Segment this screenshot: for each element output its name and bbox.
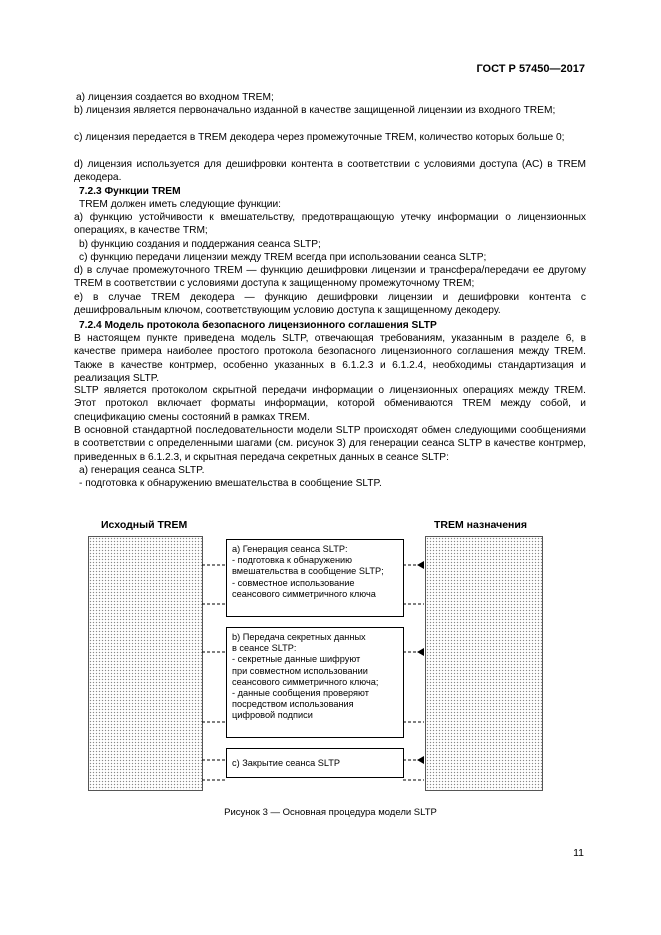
- diagram-left-label: Исходный TREM: [101, 519, 188, 531]
- paragraph: В настоящем пункте приведена модель SLTP, отвечающая требованиям, указанным в разделе 6, в качестве примера наиболее простого протокола безопасного лицензионного соглашения между TREM. Также в качестве контрмер, особенно указанных в 6.1.2.3 и 6.1.2.4, необходимы стандартизация и реализация SLTP.: [74, 333, 586, 384]
- arrow-left-icon: [417, 561, 424, 569]
- list-item-d: d) лицензия используется для дешифровки контента в соответствии с условиями доступа (AC) в TREM декодера.: [74, 159, 586, 184]
- box-line: цифровой подписи: [232, 710, 313, 721]
- figure-caption: Рисунок 3 — Основная процедура модели SLTP: [224, 807, 437, 818]
- box-line: в сеансе SLTP:: [232, 643, 297, 654]
- box-line: сеансового симметричного ключа;: [232, 676, 379, 687]
- box-line: c) Закрытие сеанса SLTP: [232, 758, 341, 768]
- list-item-a: a) лицензия создается во входном TREM;: [76, 92, 274, 103]
- paragraph: В основной стандартной последовательности модели SLTP происходят обмен следующими сообщениями в соответствии с определенными шагами (см. рисунок 3) для генерации сеанса SLTP в качестве контрмер, приведенных в 6.1.2.3, и скрытная передача секретных данных в сеансе SLTP:: [74, 425, 586, 463]
- list-item-b: b) лицензия является первоначально изданной в качестве защищенной лицензии из входного TREM;: [74, 105, 556, 116]
- list-item-c: c) лицензия передается в TREM декодера через промежуточные TREM, количество которых больше 0;: [74, 132, 565, 143]
- box-c-session-close: [226, 748, 404, 778]
- page-number: 11: [573, 847, 584, 859]
- box-line: - подготовка к обнаружению: [232, 555, 353, 566]
- paragraph: SLTP является протоколом скрытной передачи информации о лицензионных операциях между TREM. Этот протокол включает форматы информации, которой обмениваются TREM между собой, и спецификацию смены состояний в рамках TREM.: [74, 385, 586, 423]
- box-line: - данные сообщения проверяют: [232, 688, 369, 699]
- box-line: вмешательства в сообщение SLTP;: [232, 566, 384, 577]
- box-line: a) Генерация сеанса SLTP:: [232, 544, 348, 554]
- diagram-right-label: TREM назначения: [434, 519, 527, 531]
- section-heading-7-2-4: 7.2.4 Модель протокола безопасного лицензионного соглашения SLTP: [79, 320, 437, 331]
- box-line: b) Передача секретных данных: [232, 632, 366, 642]
- list-item: a) генерация сеанса SLTP.: [79, 465, 205, 476]
- arrow-left-icon: [417, 756, 424, 764]
- arrow-left-icon: [417, 648, 424, 656]
- list-item: - подготовка к обнаружению вмешательства в сообщение SLTP.: [79, 478, 382, 489]
- list-item-b: b) функцию создания и поддержания сеанса SLTP;: [79, 239, 321, 250]
- paragraph: TREM должен иметь следующие функции:: [79, 199, 282, 210]
- list-item-e: e) в случае TREM декодера — функцию дешифровки лицензии и дешифровки контента с дешифровальным ключом, соответствующим условию доступа к защищенному декодеру.: [74, 292, 586, 317]
- list-item-a: a) функцию устойчивости к вмешательству, предотвращающую утечку информации о лицензионных операциях, в качестве TRM;: [74, 212, 586, 237]
- section-heading-7-2-3: 7.2.3 Функции TREM: [79, 186, 181, 197]
- box-line: посредством использования: [232, 699, 354, 710]
- list-item-c: c) функцию передачи лицензии между TREM всегда при использовании сеанса SLTP;: [79, 252, 487, 263]
- box-b-secret-data-transfer: [226, 627, 404, 738]
- list-item-d: d) в случае промежуточного TREM — функцию дешифровки лицензии и трансфера/передачи ее другому TREM в соответствии с условиями доступа к защищенному промежуточному TREM;: [74, 265, 586, 290]
- box-line: - секретные данные шифруют: [232, 654, 361, 665]
- box-line: - совместное использование: [232, 577, 355, 588]
- box-line: сеансового симметричного ключа: [232, 588, 376, 599]
- document-code: ГОСТ Р 57450—2017: [476, 63, 585, 75]
- box-a-session-generation: [226, 539, 404, 617]
- box-line: при совместном использовании: [232, 665, 368, 676]
